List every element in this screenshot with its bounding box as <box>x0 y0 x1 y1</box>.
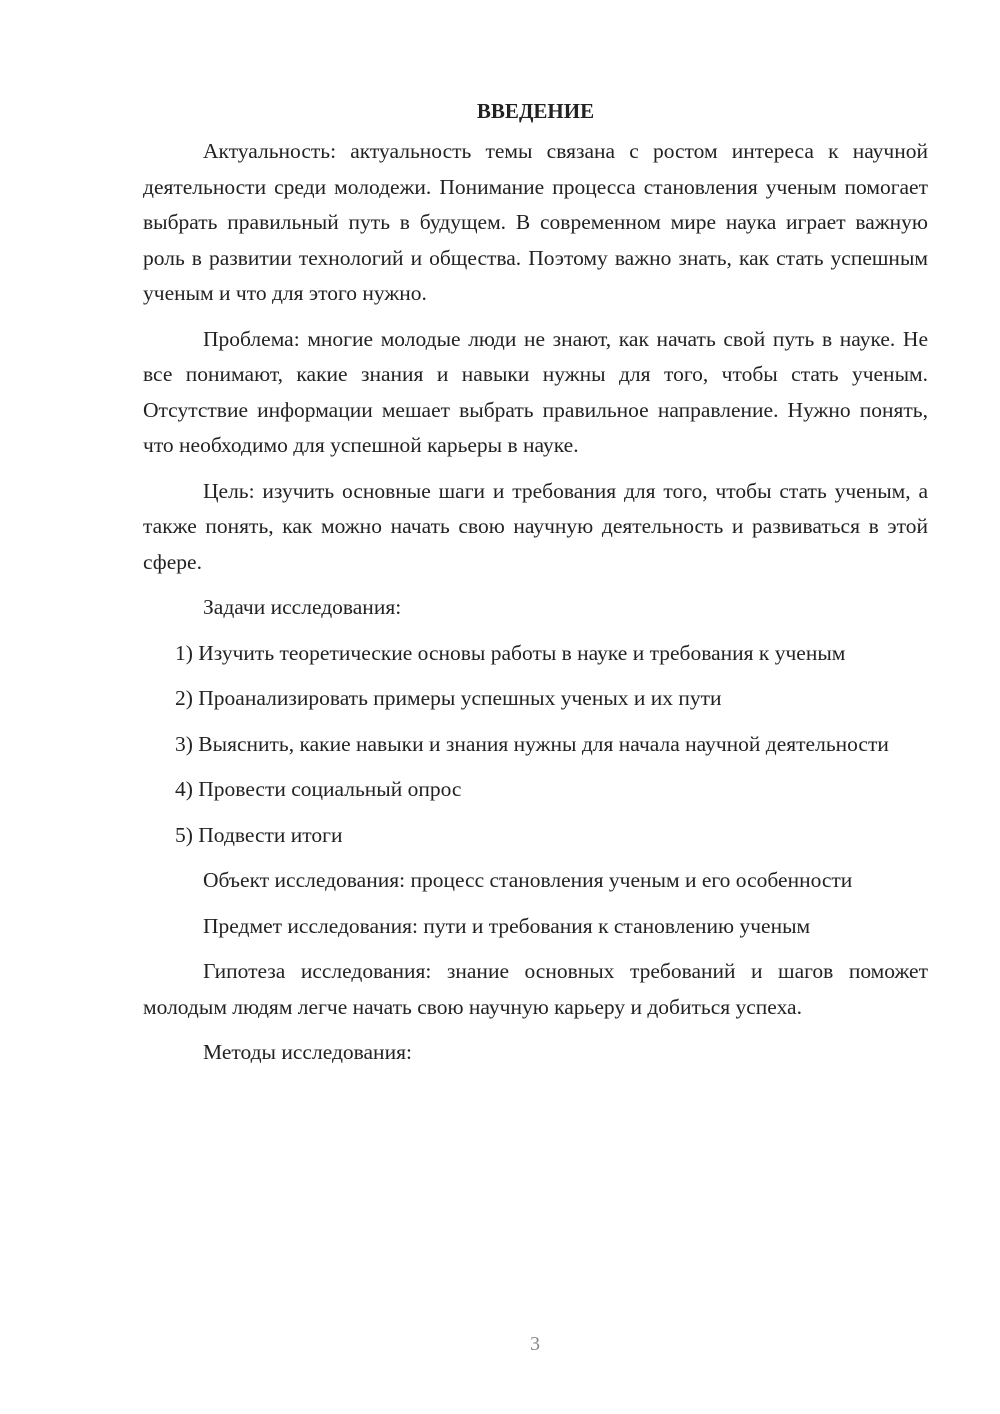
tasks-title: Задачи исследования: <box>203 595 402 619</box>
object-paragraph: Объект исследования: процесс становления ученым и его особенности <box>203 868 853 892</box>
problem-paragraph: Проблема: многие молодые люди не знают, как начать свой путь в науке. Не все понимают, какие знания и навыки нужны для того, чтобы стать ученым. Отсутствие информации мешает выбрать правильное направление. Нужно понять, что необходимо для успешной карьеры в науке. <box>143 326 928 457</box>
task-item-4: 4) Провести социальный опрос <box>175 777 462 801</box>
hypothesis-paragraph: Гипотеза исследования: знание основных требований и шагов поможет молодым людям легче начать свою научную карьеру и добиться успеха. <box>143 959 928 1019</box>
task-item-1: 1) Изучить теоретические основы работы в науке и требования к ученым <box>175 640 846 665</box>
goal-paragraph: Цель: изучить основные шаги и требования для того, чтобы стать ученым, а также понять, как можно начать свою научную деятельность и развиваться в этой сфере. <box>143 478 928 574</box>
page-number: 3 <box>530 1333 540 1355</box>
task-item-2: 2) Проанализировать примеры успешных ученых и их пути <box>175 686 722 710</box>
task-item-3: 3) Выяснить, какие навыки и знания нужны для начала научной деятельности <box>175 731 889 756</box>
methods-title: Методы исследования: <box>203 1040 412 1064</box>
section-heading: ВВЕДЕНИЕ <box>476 99 595 123</box>
relevance-paragraph: Актуальность: актуальность темы связана с ростом интереса к научной деятельности среди молодежи. Понимание процесса становления ученым помогает выбрать правильный путь в будущем. В современном мире наука играет важную роль в развитии технологий и общества. Поэтому важно знать, как стать успешным ученым и что для этого нужно. <box>143 139 928 305</box>
subject-paragraph: Предмет исследования: пути и требования к становлению ученым <box>203 913 811 938</box>
document-page <box>143 96 928 1081</box>
task-item-5: 5) Подвести итоги <box>175 822 343 847</box>
